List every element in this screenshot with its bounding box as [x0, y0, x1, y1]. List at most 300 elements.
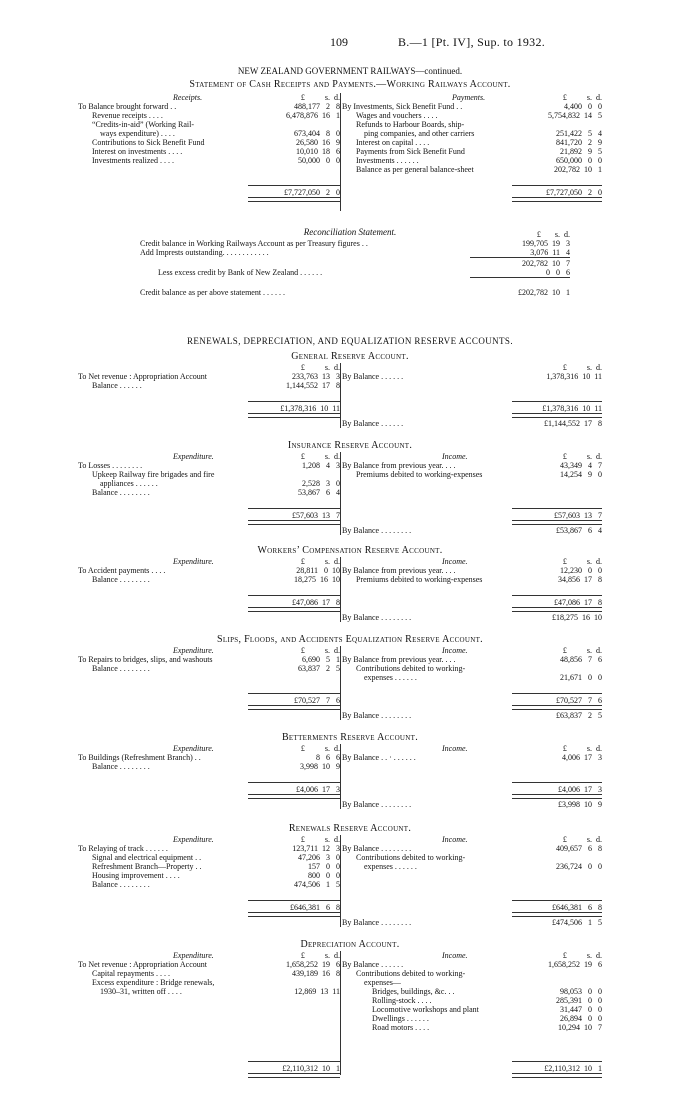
carried-balance-label: By Balance . . . . . . . .	[342, 526, 412, 535]
entry-amount: 3,076 11 4	[530, 248, 570, 257]
entry-description: Less excess credit by Bank of New Zealand . . . . . .	[158, 268, 323, 277]
reconciliation-row	[140, 277, 570, 288]
expenditure-row	[78, 488, 340, 497]
entry-description: Contributions debited to working-	[356, 664, 466, 673]
entry-description: appliances . . . . . .	[100, 479, 158, 488]
column-heading: Income.	[442, 951, 468, 960]
entry-amount: 47,206 3 0	[298, 853, 340, 862]
entry-amount: 841,720 2 9	[556, 138, 602, 147]
column-header	[78, 951, 340, 960]
column-heading: Expenditure.	[173, 646, 214, 655]
income-row	[342, 1005, 602, 1014]
entry-description: Payments from Sick Benefit Fund	[356, 147, 465, 156]
entry-amount: 48,856 7 6	[560, 655, 602, 664]
entry-description: Credit balance in Working Railways Account as per Treasury figures . .	[140, 239, 368, 248]
carried-balance-label: By Balance . . . . . . . .	[342, 613, 412, 622]
spacer-row	[342, 390, 602, 399]
carried-balance-row	[342, 419, 602, 428]
column-divider	[340, 93, 341, 211]
column-heading: Income.	[442, 452, 468, 461]
total-row	[342, 780, 602, 796]
column-heading: Income.	[442, 835, 468, 844]
receipt-row	[78, 156, 340, 165]
entry-description: Refunds to Harbour Boards, ship-	[356, 120, 465, 129]
double-rule	[248, 794, 340, 799]
carried-balance-label: By Balance . . . . . . . .	[342, 800, 412, 809]
total-row	[342, 898, 602, 914]
entry-amount: 650,000 0 0	[556, 156, 602, 165]
entry-amount: 285,391 0 0	[556, 996, 602, 1005]
total-row	[78, 691, 340, 707]
receipt-row	[78, 102, 340, 111]
entry-description: Signal and electrical equipment . .	[92, 853, 202, 862]
spacer-row	[342, 381, 602, 390]
currency-header: £ s. d.	[300, 835, 340, 844]
carried-balance-amount: £474,506 1 5	[552, 918, 602, 927]
currency-header: £ s. d.	[300, 363, 340, 372]
column-header	[342, 93, 602, 102]
double-rule	[248, 197, 340, 202]
income-column	[342, 951, 602, 1075]
currency-header: £ s. d.	[562, 744, 602, 753]
entry-description: To Losses . . . . . . . .	[78, 461, 143, 470]
spacer-row	[342, 771, 602, 780]
entry-amount: 1,658,252 19 6	[548, 960, 602, 969]
entry-description: ping companies, and other carriers	[364, 129, 475, 138]
entry-amount: 123,711 12 3	[292, 844, 340, 853]
carried-balance-amount: £63,837 2 5	[556, 711, 602, 720]
column-header	[342, 835, 602, 844]
entry-description: Balance as per general balance-sheet	[356, 165, 474, 174]
income-row	[342, 566, 602, 575]
currency-header: £ s. d.	[300, 93, 340, 102]
entry-description: Add Imprests outstanding. . . . . . . . . . . .	[140, 248, 269, 257]
total-row	[78, 183, 340, 199]
expenditure-row	[78, 844, 340, 853]
double-rule	[248, 705, 340, 710]
income-row	[342, 673, 602, 682]
rule	[512, 782, 602, 783]
entry-description: To Relaying of track . . . . . .	[78, 844, 168, 853]
entry-description: ways expenditure) . . . .	[100, 129, 175, 138]
rule	[512, 595, 602, 596]
rule	[248, 693, 340, 694]
payment-row	[342, 129, 602, 138]
column-header	[342, 363, 602, 372]
entry-description: Interest on capital . . . .	[356, 138, 430, 147]
column-divider	[340, 744, 341, 809]
carried-balance-row	[342, 711, 602, 720]
spacer-row	[78, 1032, 340, 1041]
receipt-row	[78, 129, 340, 138]
carried-balance-label: By Balance . . . . . .	[342, 419, 404, 428]
spacer-row	[342, 880, 602, 889]
entry-amount: 236,724 0 0	[556, 862, 602, 871]
total-amount: £646,381 6 8	[290, 903, 340, 912]
entry-description: Wages and vouchers . . . .	[356, 111, 438, 120]
column-divider	[340, 646, 341, 720]
currency-header: £ s. d.	[562, 951, 602, 960]
spacer-row	[342, 682, 602, 691]
double-rule	[512, 607, 602, 612]
reconciliation-row	[140, 268, 570, 277]
column-heading: Income.	[442, 646, 468, 655]
entry-amount: 5,754,832 14 5	[548, 111, 602, 120]
reconciliation-row	[140, 239, 570, 248]
total-row	[342, 1059, 602, 1075]
entry-description: Balance . . . . . .	[92, 381, 142, 390]
column-divider	[340, 951, 341, 1075]
entry-amount: 3,998 10 9	[300, 762, 340, 771]
entry-description: By Balance . . . . . . . .	[342, 844, 412, 853]
entry-description: By Balance from previous year. . . .	[342, 461, 456, 470]
carried-balance-row	[342, 918, 602, 927]
spacer-row	[78, 584, 340, 593]
income-row	[342, 987, 602, 996]
expenditure-row	[78, 871, 340, 880]
entry-description: Dwellings . . . . . .	[372, 1014, 429, 1023]
spacer-row	[78, 390, 340, 399]
carried-balance-amount: £53,867 6 4	[556, 526, 602, 535]
rule	[512, 508, 602, 509]
entry-description: By Balance from previous year. . . .	[342, 655, 456, 664]
expenditure-column	[78, 452, 340, 522]
entry-description: To Net revenue : Appropriation Account	[78, 960, 207, 969]
expenditure-column	[78, 557, 340, 609]
total-row	[78, 506, 340, 522]
column-header	[78, 363, 340, 372]
expenditure-column	[78, 835, 340, 914]
reconciliation-row	[140, 257, 570, 268]
spacer-row	[342, 584, 602, 593]
column-heading: Receipts.	[173, 93, 203, 102]
entry-description: expenses . . . . . .	[364, 673, 417, 682]
income-column	[342, 835, 602, 927]
entry-amount: £202,782 10 1	[518, 288, 570, 297]
total-amount: £4,006 17 3	[296, 785, 340, 794]
double-rule	[512, 197, 602, 202]
entry-description: Contributions to Sick Benefit Fund	[92, 138, 205, 147]
currency-header: £ s. d.	[300, 452, 340, 461]
column-heading: Income.	[442, 744, 468, 753]
column-heading: Expenditure.	[173, 951, 214, 960]
receipt-row	[78, 138, 340, 147]
total-amount: £57,603 13 7	[554, 511, 602, 520]
currency-header: £ s. d.	[562, 452, 602, 461]
total-row	[78, 780, 340, 796]
income-row	[342, 372, 602, 381]
expenditure-row	[78, 969, 340, 978]
account-title: Depreciation Account.	[300, 939, 400, 950]
carried-balance-amount: £18,275 16 10	[552, 613, 602, 622]
total-amount: £70,527 7 6	[556, 696, 602, 705]
spacer-row	[78, 1014, 340, 1023]
column-heading: Expenditure.	[173, 452, 214, 461]
total-row	[342, 399, 602, 415]
entry-description: Rolling-stock . . . .	[372, 996, 432, 1005]
currency-header: £ s. d.	[300, 646, 340, 655]
expenditure-row	[78, 978, 340, 987]
column-header	[78, 835, 340, 844]
spacer-row	[78, 673, 340, 682]
receipt-row	[78, 120, 340, 129]
double-rule	[512, 912, 602, 917]
entry-description: To Repairs to bridges, slips, and washouts	[78, 655, 213, 664]
currency-header: £ s. d.	[300, 951, 340, 960]
double-rule	[512, 705, 602, 710]
entry-amount: 202,782 10 1	[554, 165, 602, 174]
column-heading: Expenditure.	[173, 835, 214, 844]
expenditure-row	[78, 880, 340, 889]
expenditure-row	[78, 753, 340, 762]
income-row	[342, 969, 602, 978]
entry-description: Upkeep Railway fire brigades and fire	[92, 470, 215, 479]
total-row	[342, 691, 602, 707]
entry-description: To Accident payments . . . .	[78, 566, 166, 575]
entry-description: Premiums debited to working-expenses	[356, 575, 483, 584]
entry-amount: 63,837 2 5	[298, 664, 340, 673]
entry-description: By Balance . . . . . .	[342, 960, 404, 969]
total-amount: £7,727,050 2 0	[546, 188, 602, 197]
entry-amount: 1,378,316 10 11	[546, 372, 602, 381]
entry-description: Capital repayments . . . .	[92, 969, 170, 978]
income-column	[342, 646, 602, 720]
spacer-row	[78, 682, 340, 691]
receipt-row	[78, 147, 340, 156]
total-row	[78, 898, 340, 914]
expenditure-column	[78, 951, 340, 1075]
double-rule	[248, 912, 340, 917]
spacer-row	[78, 1050, 340, 1059]
column-header	[78, 93, 340, 102]
spacer-row	[342, 1041, 602, 1050]
double-rule	[248, 413, 340, 418]
double-rule	[512, 413, 602, 418]
entry-amount: 2,528 3 0	[302, 479, 340, 488]
entry-amount: 12,869 13 11	[294, 987, 340, 996]
entry-description: Investments . . . . . .	[356, 156, 419, 165]
total-amount: £47,086 17 8	[554, 598, 602, 607]
double-rule	[512, 520, 602, 525]
receipts-column	[78, 93, 340, 199]
entry-amount: 4,400 0 0	[564, 102, 602, 111]
entry-description: Investments realized . . . .	[92, 156, 174, 165]
entry-amount: 31,447 0 0	[560, 1005, 602, 1014]
double-rule	[248, 1073, 340, 1078]
income-column	[342, 363, 602, 428]
total-amount: £2,110,312 10 1	[282, 1064, 340, 1073]
income-row	[342, 575, 602, 584]
spacer-row	[78, 1041, 340, 1050]
total-amount: £1,378,316 10 11	[542, 404, 602, 413]
entry-description: By Balance from previous year. . . .	[342, 566, 456, 575]
entry-description: Interest on investments . . . .	[92, 147, 183, 156]
entry-amount: 4,006 17 3	[562, 753, 602, 762]
entry-amount: 439,189 16 8	[292, 969, 340, 978]
payment-row	[342, 165, 602, 174]
entry-amount: 488,177 2 8	[294, 102, 340, 111]
total-row	[78, 593, 340, 609]
income-row	[342, 1023, 602, 1032]
entry-description: By Balance . . . . . .	[342, 372, 404, 381]
reconciliation-statement	[140, 230, 570, 297]
expenditure-row	[78, 853, 340, 862]
entry-amount: 21,892 9 5	[560, 147, 602, 156]
total-amount: £7,727,050 2 0	[284, 188, 340, 197]
expenditure-column	[78, 646, 340, 707]
payment-row	[342, 102, 602, 111]
entry-amount: 6,478,876 16 1	[286, 111, 340, 120]
entry-amount: 202,782 10 7	[522, 259, 570, 268]
expenditure-column	[78, 744, 340, 796]
income-row	[342, 1014, 602, 1023]
column-header	[78, 646, 340, 655]
expenditure-row	[78, 461, 340, 470]
entry-description: Credit balance as per above statement . . . . . .	[140, 288, 286, 297]
rule	[248, 900, 340, 901]
cash-statement-title: Statement of Cash Receipts and Payments.—Working Railways Account.	[189, 79, 511, 90]
total-row	[342, 593, 602, 609]
entry-amount: 157 0 0	[308, 862, 340, 871]
column-divider	[340, 835, 341, 927]
entry-description: Bridges, buildings, &c. . .	[372, 987, 455, 996]
rule	[512, 900, 602, 901]
main-heading: NEW ZEALAND GOVERNMENT RAILWAYS—continued.	[237, 66, 463, 76]
spacer-row	[342, 479, 602, 488]
double-rule	[248, 520, 340, 525]
account-title: General Reserve Account.	[291, 351, 409, 362]
entry-description: Balance . . . . . . . .	[92, 880, 150, 889]
expenditure-row	[78, 960, 340, 969]
total-amount: £4,006 17 3	[558, 785, 602, 794]
total-amount: £47,086 17 8	[292, 598, 340, 607]
rule	[248, 1061, 340, 1062]
entry-amount: 10,010 18 6	[296, 147, 340, 156]
expenditure-row	[78, 372, 340, 381]
column-header	[78, 744, 340, 753]
spacer-row	[78, 771, 340, 780]
double-rule	[512, 1073, 602, 1078]
entry-amount: 251,422 5 4	[556, 129, 602, 138]
entry-amount: 18,275 16 10	[294, 575, 340, 584]
income-row	[342, 996, 602, 1005]
carried-balance-row	[342, 613, 602, 622]
column-divider	[340, 557, 341, 622]
reserves-heading: RENEWALS, DEPRECIATION, AND EQUALIZATION RESERVE ACCOUNTS.	[187, 336, 513, 346]
entry-description: To Buildings (Refreshment Branch) . .	[78, 753, 201, 762]
entry-description: Road motors . . . .	[372, 1023, 430, 1032]
entry-amount: 474,506 1 5	[294, 880, 340, 889]
entry-amount: 50,000 0 0	[298, 156, 340, 165]
column-heading: Expenditure.	[173, 744, 214, 753]
currency-header: £ s. d.	[562, 557, 602, 566]
entry-amount: 26,580 16 9	[296, 138, 340, 147]
column-header	[342, 557, 602, 566]
payment-row	[342, 138, 602, 147]
rule	[248, 185, 340, 186]
spacer-row	[342, 497, 602, 506]
spacer-row	[342, 488, 602, 497]
account-title: Renewals Reserve Account.	[288, 823, 412, 834]
entry-amount: 26,894 0 0	[560, 1014, 602, 1023]
carried-balance-row	[342, 526, 602, 535]
entry-description: By Balance . . · . . . . . .	[342, 753, 416, 762]
payment-row	[342, 147, 602, 156]
income-row	[342, 862, 602, 871]
rule	[248, 595, 340, 596]
receipt-row	[78, 111, 340, 120]
expenditure-row	[78, 655, 340, 664]
spacer-row	[78, 1023, 340, 1032]
account-title: Workers’ Compensation Reserve Account.	[257, 545, 443, 556]
entry-amount: 53,867 6 4	[298, 488, 340, 497]
spacer-row	[342, 889, 602, 898]
column-heading: Income.	[442, 557, 468, 566]
double-rule	[248, 607, 340, 612]
rule	[512, 401, 602, 402]
currency-header: £ s. d.	[300, 557, 340, 566]
currency-header: £ s. d.	[562, 93, 602, 102]
spacer-row	[78, 174, 340, 183]
total-amount: £57,603 13 7	[292, 511, 340, 520]
income-row	[342, 461, 602, 470]
rule	[512, 1061, 602, 1062]
spacer-row	[78, 996, 340, 1005]
currency-header: £ s. d.	[536, 230, 570, 239]
spacer-row	[78, 889, 340, 898]
payment-row	[342, 156, 602, 165]
currency-header: £ s. d.	[300, 744, 340, 753]
income-row	[342, 655, 602, 664]
spacer-row	[78, 497, 340, 506]
rule	[470, 257, 570, 258]
expenditure-row	[78, 479, 340, 488]
column-header	[342, 646, 602, 655]
entry-description: Excess expenditure : Bridge renewals,	[92, 978, 215, 987]
entry-description: Refreshment Branch—Property . .	[92, 862, 202, 871]
entry-amount: 673,404 8 0	[294, 129, 340, 138]
entry-description: To Balance brought forward . .	[78, 102, 177, 111]
entry-description: expenses . . . . . .	[364, 862, 417, 871]
expenditure-row	[78, 381, 340, 390]
entry-description: Balance . . . . . . . .	[92, 664, 150, 673]
rule	[248, 508, 340, 509]
column-header	[78, 557, 340, 566]
entry-amount: 21,671 0 0	[560, 673, 602, 682]
column-header	[342, 452, 602, 461]
entry-amount: 8 6 6	[316, 753, 340, 762]
rule	[248, 782, 340, 783]
spacer-row	[78, 165, 340, 174]
expenditure-row	[78, 762, 340, 771]
currency-header: £ s. d.	[562, 646, 602, 655]
reconciliation-header	[140, 230, 570, 239]
reconciliation-title: Reconciliation Statement.	[303, 227, 397, 237]
total-amount: £646,381 6 8	[552, 903, 602, 912]
income-row	[342, 664, 602, 673]
spacer-row	[342, 1050, 602, 1059]
reconciliation-row	[140, 288, 570, 297]
carried-balance-label: By Balance . . . . . . . .	[342, 711, 412, 720]
spacer-row	[342, 762, 602, 771]
report-reference: B.—1 [Pt. IV], Sup. to 1932.	[398, 35, 546, 49]
spacer-row	[342, 1032, 602, 1041]
entry-amount: 199,705 19 3	[522, 239, 570, 248]
entry-description: Premiums debited to working-expenses	[356, 470, 483, 479]
column-heading: Payments.	[452, 93, 486, 102]
entry-description: Housing improvement . . . .	[92, 871, 180, 880]
income-row	[342, 753, 602, 762]
